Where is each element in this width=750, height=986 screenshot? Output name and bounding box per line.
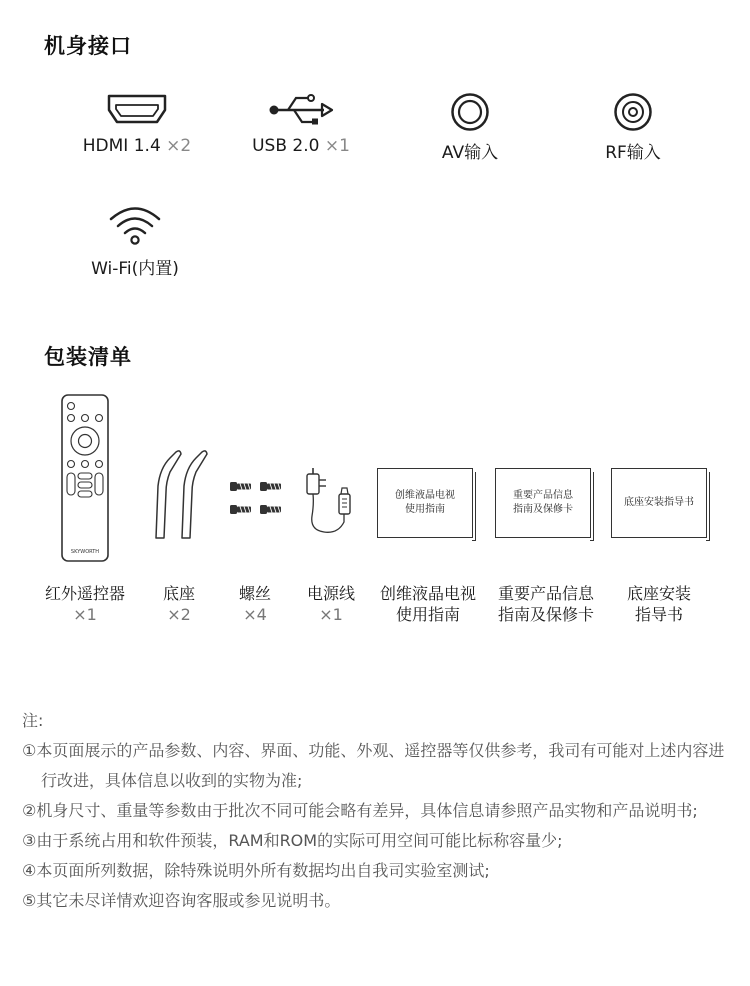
notes-heading: 注: <box>22 711 44 730</box>
port-rf <box>558 92 708 163</box>
wifi-icon <box>107 204 163 246</box>
pkg-item-manual: 创维液晶电视 使用指南 <box>379 584 476 624</box>
port-av <box>395 92 545 163</box>
pkg-item-screws-name: 螺丝 <box>238 584 271 603</box>
pkg-item-screws-qty: ×4 <box>243 605 267 624</box>
note-item-1: ①本页面展示的产品参数、内容、界面、功能、外观、遥控器等仅供参考，我司有可能对上述内容进行改进，具体信息以收到的实物为准; <box>22 741 725 790</box>
port-hdmi <box>62 92 212 156</box>
package-title: 包装清单 <box>44 345 132 369</box>
pkg-item-power-cord-name: 电源线 <box>306 584 355 603</box>
interfaces-title: 机身接口 <box>44 34 132 58</box>
port-wifi-name: Wi-Fi(内置) <box>91 259 179 279</box>
port-usb-qty: ×1 <box>324 136 350 156</box>
remote-brand-text: SKYWORTH <box>70 549 100 555</box>
port-hdmi-qty: ×2 <box>166 136 192 156</box>
note-item-2: ②机身尺寸、重量等参数由于批次不同可能会略有差异，具体信息请参照产品实物和产品说明书; <box>22 801 698 820</box>
stand-feet-image <box>148 446 214 542</box>
av-port-icon <box>450 92 490 132</box>
port-wifi <box>60 204 210 279</box>
booklet-stand-guide-image: 底座安装指导书 <box>611 468 707 538</box>
usb-icon <box>266 92 336 128</box>
screws-image <box>228 478 288 518</box>
notes <box>22 706 728 916</box>
pkg-item-remote-name: 红外遥控器 <box>44 584 125 603</box>
port-rf-name: RF输入 <box>605 143 661 163</box>
rf-port-icon <box>613 92 653 132</box>
pkg-item-remote-qty: ×1 <box>73 605 97 624</box>
pkg-item-warranty: 重要产品信息 指南及保修卡 <box>497 584 594 624</box>
pkg-item-stand-qty: ×2 <box>167 605 191 624</box>
pkg-item-stand-name: 底座 <box>162 584 195 603</box>
power-cord-image <box>304 464 356 540</box>
hdmi-icon <box>105 92 169 128</box>
port-usb-name: USB 2.0 <box>252 136 320 156</box>
note-item-4: ④本页面所列数据，除特殊说明外所有数据均出自我司实验室测试; <box>22 861 490 880</box>
port-usb <box>226 92 376 156</box>
booklet-warranty-image: 重要产品信息 指南及保修卡 <box>495 468 591 538</box>
port-av-name: AV输入 <box>441 143 499 163</box>
note-item-5: ⑤其它未尽详情欢迎咨询客服或参见说明书。 <box>22 891 341 910</box>
booklet-manual-image: 创维液晶电视 使用指南 <box>377 468 473 538</box>
pkg-item-stand-guide: 底座安装 指导书 <box>626 584 691 624</box>
remote-control-image <box>60 393 110 563</box>
port-hdmi-name: HDMI 1.4 <box>82 136 161 156</box>
pkg-item-power-cord-qty: ×1 <box>319 605 343 624</box>
note-item-3: ③由于系统占用和软件预装，RAM和ROM的实际可用空间可能比标称容量少; <box>22 831 563 850</box>
